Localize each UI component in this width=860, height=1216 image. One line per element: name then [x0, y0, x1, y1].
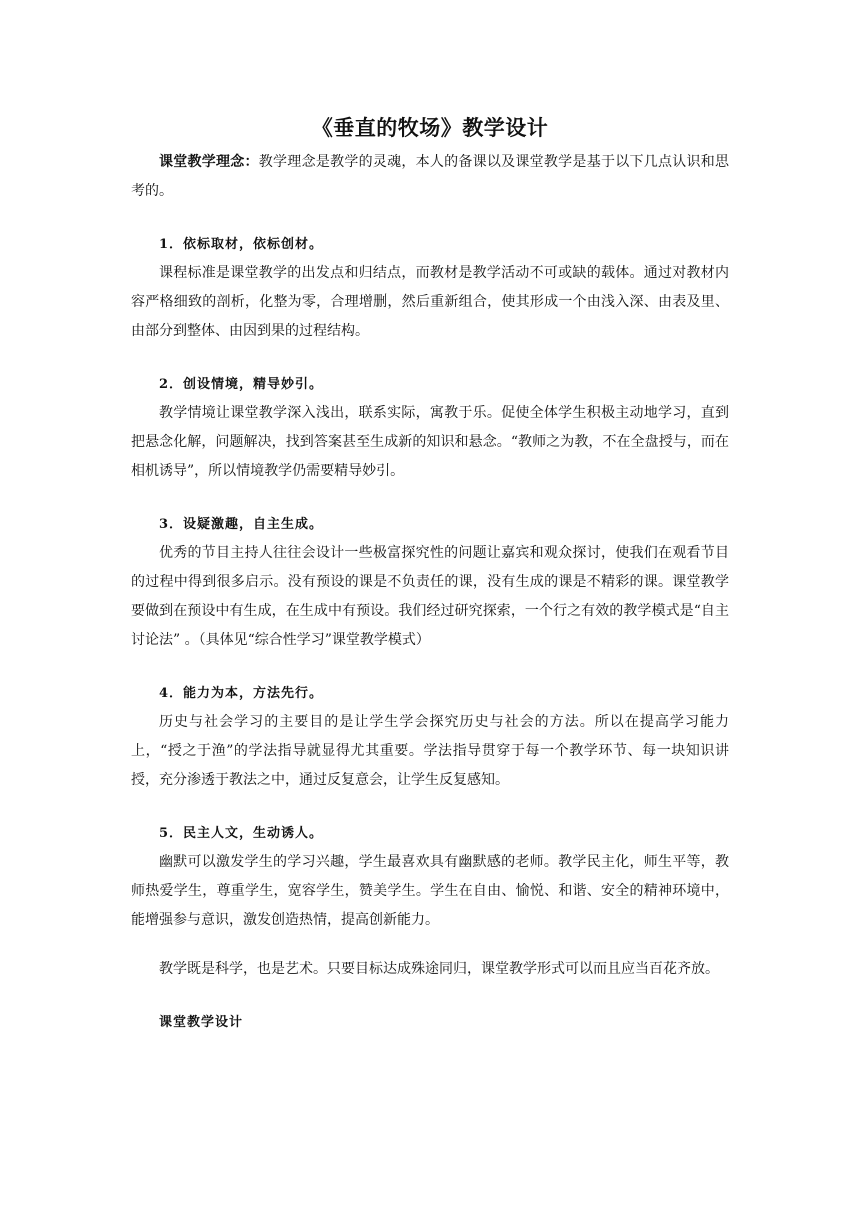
document-title: 《垂直的牧场》教学设计: [311, 115, 549, 140]
next-section-heading: 课堂教学设计: [159, 1015, 244, 1030]
intro-paragraph: [131, 148, 729, 206]
spacer: [131, 655, 729, 679]
spacer: [131, 346, 729, 370]
section-heading-1: 1．依标取材，依标创材。: [159, 237, 324, 252]
section-body-3: 优秀的节目主持人往往会设计一些极富探究性的问题让嘉宾和观众探讨，使我们在观看节目的过程中得到很多启示。没有预设的课是不负责任的课，没有生成的课是不精彩的课。课堂教学要做到在预设中有生成，在生成中有预设。我们经过研究探索，一个行之有效的教学模式是“自主讨论法” 。（具体见“综合性学习”课堂教学模式）: [131, 545, 729, 648]
section-body-2: 教学情境让课堂教学深入浅出，联系实际，寓教于乐。促使全体学生积极主动地学习，直到把悬念化解，问题解决，找到答案甚至生成新的知识和悬念。“教师之为教，不在全盘授与，而在相机诱导”，所以情境教学仍需要精导妙引。: [131, 405, 729, 479]
section-body-4: 历史与社会学习的主要目的是让学生学会探究历史与社会的方法。所以在提高学习能力上，“授之于渔”的学法指导就显得尤其重要。学法指导贯穿于每一个教学环节、每一块知识讲授，充分渗透于教法之中，通过反复意会，让学生反复感知。: [131, 714, 729, 788]
section-body-1: 课程标准是课堂教学的出发点和归结点，而教材是教学活动不可或缺的载体。通过对教材内容严格细致的剖析，化整为零，合理增删，然后重新组合，使其形成一个由浅入深、由表及里、由部分到整体、由因到果的过程结构。: [131, 265, 729, 339]
intro-lead: 课堂教学理念：: [159, 154, 259, 170]
spacer: [131, 984, 729, 1008]
spacer: [131, 795, 729, 819]
section-heading-4: 4．能力为本，方法先行。: [159, 686, 324, 701]
spacer: [131, 935, 729, 955]
section-heading-5: 5．民主人文，生动诱人。: [159, 826, 324, 841]
spacer: [131, 486, 729, 510]
spacer: [131, 206, 729, 230]
section-heading-3: 3．设疑激趣，自主生成。: [159, 517, 324, 532]
section-heading-2: 2．创设情境，精导妙引。: [159, 377, 324, 392]
intro-text: 教学理念是教学的灵魂，本人的备课以及课堂教学是基于以下几点认识和思考的。: [131, 154, 729, 199]
section-body-5: 幽默可以激发学生的学习兴趣，学生最喜欢具有幽默感的老师。教学民主化，师生平等，教师热爱学生，尊重学生，宽容学生，赞美学生。学生在自由、愉悦、和谐、安全的精神环境中，能增强参与意识，激发创造热情，提高创新能力。: [131, 854, 729, 928]
conclusion-paragraph: 教学既是科学，也是艺术。只要目标达成殊途同归，课堂教学形式可以而且应当百花齐放。: [159, 961, 719, 977]
document-body: [131, 112, 729, 1037]
